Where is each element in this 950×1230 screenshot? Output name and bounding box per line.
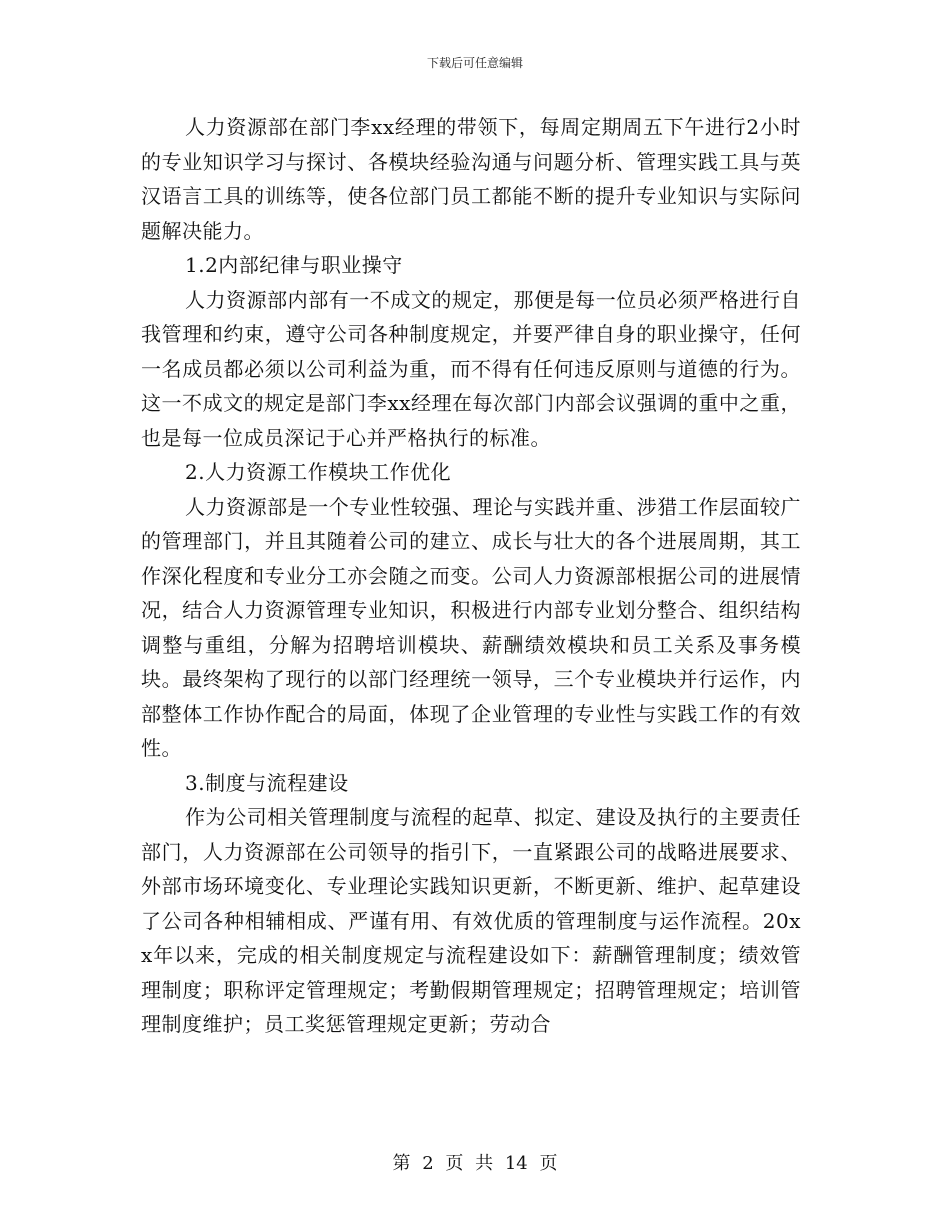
paragraph-system-process: 作为公司相关管理制度与流程的起草、拟定、建设及执行的主要责任部门，人力资源部在公司领导的指引下，一直紧跟公司的战略进展要求、外部市场环境变化、专业理论实践知识更新，不断更新、维护、起草建设了公司各种相辅相成、严谨有用、有效优质的管理制度与运作流程。20xx年以来，完成的相关制度规定与流程建设如下：薪酬管理制度；绩效管理制度；职称评定管理规定；考勤假期管理规定；招聘管理规定；培训管理制度维护；员工奖惩管理规定更新；劳动合 [141, 805, 801, 1036]
document-body [141, 110, 801, 1042]
paragraph-module-optimization: 人力资源部是一个专业性较强、理论与实践并重、涉猎工作层面较广的管理部门，并且其随着公司的建立、成长与壮大的各个进展周期，其工作深化程度和专业分工亦会随之而变。公司人力资源部根据公司的进展情况，结合人力资源管理专业知识，积极进行内部专业划分整合、组织结构调整与重组，分解为招聘培训模块、薪酬绩效模块和员工关系及事务模块。最终架构了现行的以部门经理统一领导，三个专业模块并行运作，内部整体工作协作配合的局面，体现了企业管理的专业性与实践工作的有效性。 [141, 494, 801, 760]
section-heading-module-optimization: 2.人力资源工作模块工作优化 [185, 460, 452, 484]
page-number: 第 2 页 共 14 页 [392, 1153, 558, 1174]
section-heading-discipline: 1.2内部纪律与职业操守 [185, 253, 403, 277]
paragraph-discipline: 人力资源部内部有一不成文的规定，那便是每一位员必须严格进行自我管理和约束，遵守公司各种制度规定，并要严律自身的职业操守，任何一名成员都必须以公司利益为重，而不得有任何违反原则与道德的行为。这一不成文的规定是部门李xx经理在每次部门内部会议强调的重中之重，也是每一位成员深记于心并严格执行的标准。 [141, 287, 801, 450]
section-heading-system-process: 3.制度与流程建设 [185, 770, 349, 795]
paragraph-study: 人力资源部在部门李xx经理的带领下，每周定期周五下午进行2小时的专业知识学习与探讨、各模块经验沟通与问题分析、管理实践工具与英汉语言工具的训练等，使各位部门员工都能不断的提升专业知识与实际问题解决能力。 [141, 115, 801, 243]
page-header: 下载后可任意编辑 [426, 56, 523, 70]
